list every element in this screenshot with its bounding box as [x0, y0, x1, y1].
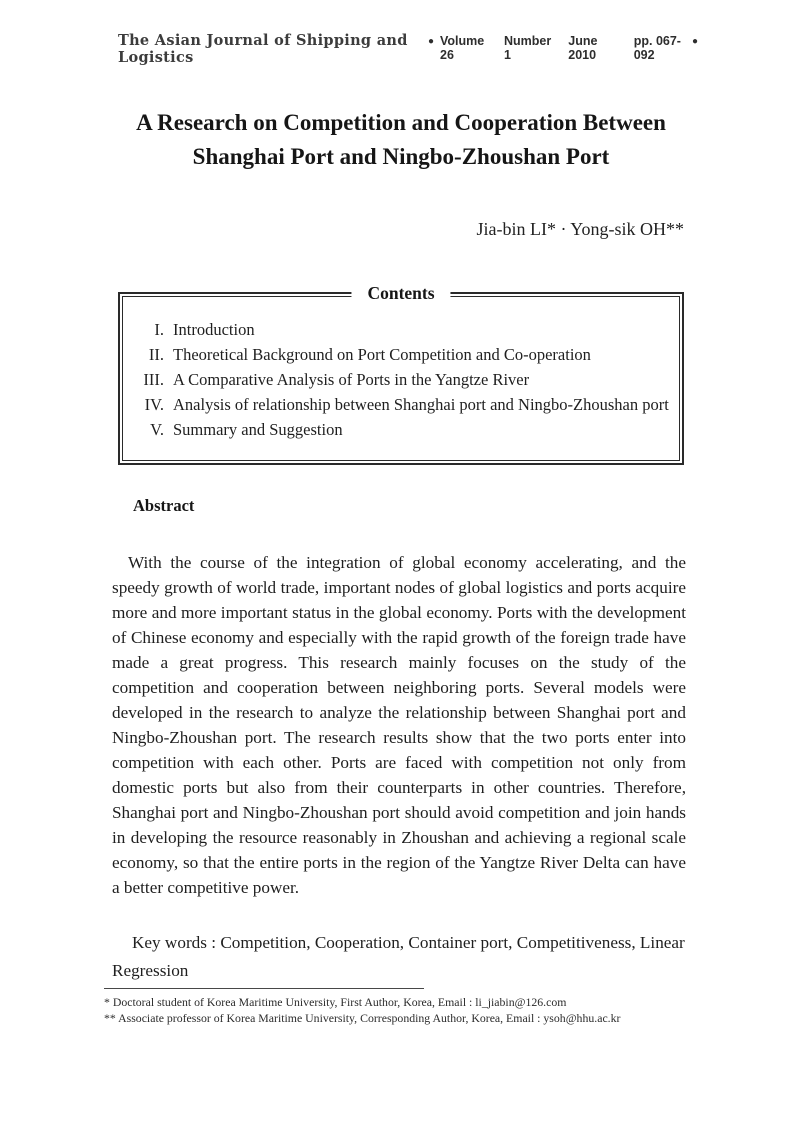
- footnote-corresponding-author: ** Associate professor of Korea Maritime University, Corresponding Author, Korea, Email : ysoh@hhu.ac.kr: [104, 1011, 621, 1025]
- toc-item-comparative-analysis: [137, 367, 669, 392]
- bullet-icon: ●: [691, 36, 698, 47]
- abstract-heading: Abstract: [133, 496, 195, 515]
- toc-numeral: III.: [143, 370, 164, 389]
- journal-name: The Asian Journal of Shipping and Logistics: [118, 32, 408, 66]
- toc-numeral: V.: [150, 420, 164, 439]
- article-title: [60, 106, 742, 174]
- journal-header: [118, 32, 698, 66]
- contents-list: [122, 296, 680, 461]
- keywords-line: Key words : Competition, Cooperation, Container port, Competitiveness, Linear Regression: [112, 933, 685, 980]
- toc-numeral: II.: [148, 345, 164, 364]
- volume-label: [428, 34, 487, 62]
- toc-label: A Comparative Analysis of Ports in the Yangtze River: [173, 370, 530, 389]
- footnote-divider: [104, 988, 424, 989]
- toc-label: Summary and Suggestion: [173, 420, 343, 439]
- toc-label: Theoretical Background on Port Competition and Co-operation: [173, 345, 591, 364]
- footnote-first-author: * Doctoral student of Korea Maritime University, First Author, Korea, Email : li_jiabin@126.com: [104, 995, 567, 1009]
- article-title-line1: A Research on Competition and Cooperation Between: [136, 110, 666, 135]
- toc-label: Introduction: [173, 320, 255, 339]
- issue-number: Number 1: [504, 34, 552, 62]
- article-title-line2: Shanghai Port and Ningbo-Zhoushan Port: [192, 144, 610, 169]
- toc-numeral: I.: [154, 320, 164, 339]
- toc-item-theoretical-background: [137, 342, 669, 367]
- authors-line: Jia-bin LI* · Yong-sik OH**: [476, 219, 684, 239]
- footnotes-block: [104, 988, 714, 1026]
- page-range: [634, 34, 698, 62]
- contents-box: [118, 283, 684, 465]
- toc-item-relationship-analysis: [137, 392, 669, 417]
- toc-item-summary: [137, 417, 669, 442]
- volume-info: [428, 34, 698, 62]
- toc-item-introduction: [137, 317, 669, 342]
- contents-heading: Contents: [351, 283, 450, 304]
- toc-label: Analysis of relationship between Shanghai port and Ningbo-Zhoushan port: [173, 395, 669, 414]
- volume-text: Volume 26: [440, 34, 485, 62]
- page-range-text: pp. 067-092: [633, 34, 681, 62]
- toc-numeral: IV.: [144, 395, 164, 414]
- abstract-body: With the course of the integration of global economy accelerating, and the speedy growth of world trade, important nodes of global logistics and ports acquire more and more important status in the global economy. Ports with the development of Chinese economy and especially with the rapid growth of the foreign trade have made a great progress. This research mainly focuses on the study of the competition and cooperation between neighboring ports. Several models were developed in the research to analyze the relationship between Shanghai port and Ningbo-Zhoushan port. The research results show that the two ports enter into competition with each other. Ports are faced with competition not only from domestic ports but also from their counterparts in other countries. Therefore, Shanghai port and Ningbo-Zhoushan port should avoid competition and join hands in developing the resource reasonably in Zhoushan and achieving a regional scale economy, so that the entire ports in the region of the Yangtze River Delta can have a better competitive power.: [112, 553, 686, 897]
- issue-date: June 2010: [568, 34, 598, 62]
- bullet-icon: ●: [427, 36, 434, 47]
